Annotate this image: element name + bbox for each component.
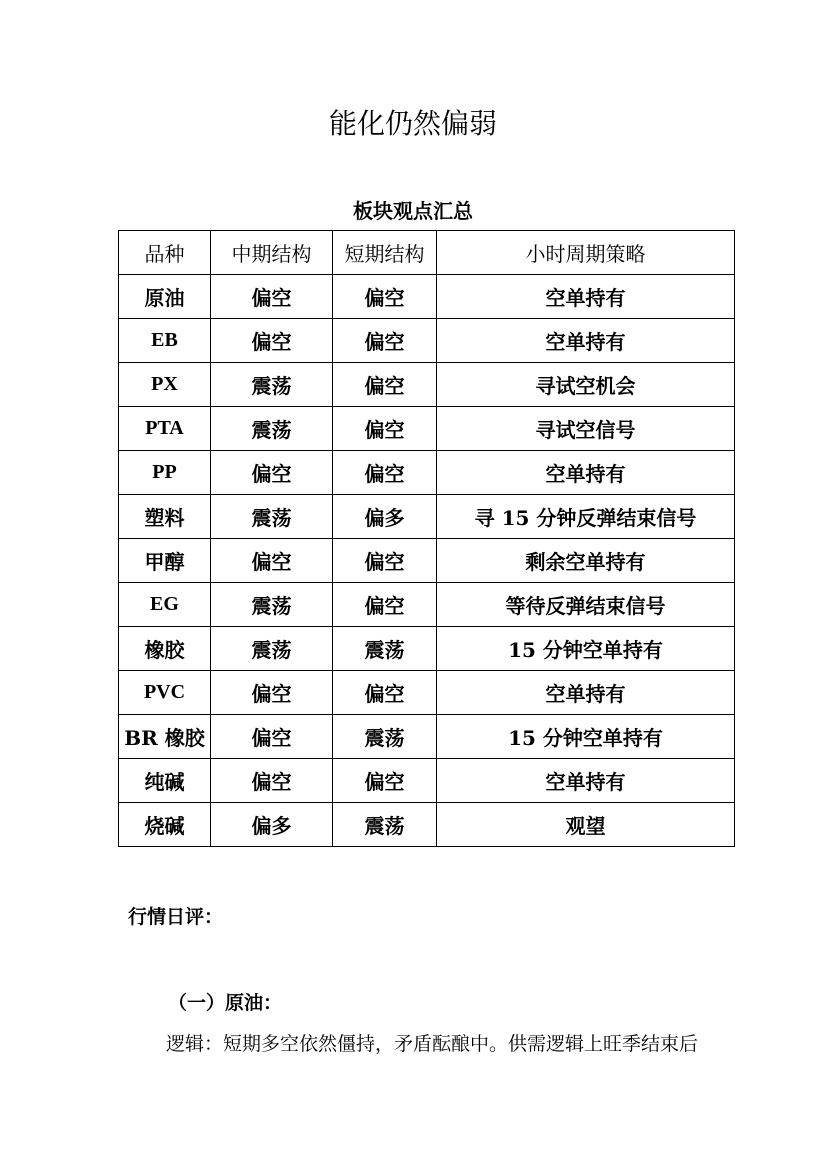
cell-mid-term: 偏空 [211, 275, 333, 319]
table-row [119, 275, 735, 319]
cell-strategy: 寻试空机会 [437, 363, 735, 407]
cell-strategy: 15 分钟空单持有 [437, 627, 735, 671]
cell-strategy: 空单持有 [437, 671, 735, 715]
cell-strategy: 空单持有 [437, 759, 735, 803]
cell-mid-term: 震荡 [211, 583, 333, 627]
table-row [119, 363, 735, 407]
cell-short-term: 偏空 [333, 275, 437, 319]
crude-oil-logic-paragraph: 逻辑：短期多空依然僵持，矛盾酝酿中。供需逻辑上旺季结束后 [166, 1033, 699, 1055]
cell-short-term: 震荡 [333, 715, 437, 759]
cell-mid-term: 偏空 [211, 319, 333, 363]
cell-strategy: 观望 [437, 803, 735, 847]
cell-variety: BR 橡胶 [119, 715, 211, 759]
cell-mid-term: 偏空 [211, 539, 333, 583]
cell-strategy: 空单持有 [437, 451, 735, 495]
table-row [119, 715, 735, 759]
crude-oil-section-heading: （一）原油： [168, 992, 283, 1014]
table-row [119, 539, 735, 583]
cell-strategy: 寻试空信号 [437, 407, 735, 451]
table-header-row [119, 231, 735, 275]
cell-mid-term: 偏空 [211, 451, 333, 495]
cell-short-term: 偏空 [333, 363, 437, 407]
cell-variety: PX [119, 363, 211, 407]
cell-variety: 原油 [119, 275, 211, 319]
table-row [119, 671, 735, 715]
cell-variety: PTA [119, 407, 211, 451]
table-row [119, 803, 735, 847]
table-row [119, 407, 735, 451]
cell-short-term: 偏空 [333, 407, 437, 451]
cell-short-term: 偏空 [333, 671, 437, 715]
table-row [119, 759, 735, 803]
cell-mid-term: 震荡 [211, 495, 333, 539]
cell-short-term: 偏空 [333, 319, 437, 363]
cell-variety: EB [119, 319, 211, 363]
cell-variety: 塑料 [119, 495, 211, 539]
cell-variety: 纯碱 [119, 759, 211, 803]
table-row [119, 451, 735, 495]
sector-view-table [118, 230, 735, 847]
cell-mid-term: 偏空 [211, 715, 333, 759]
cell-mid-term: 偏空 [211, 671, 333, 715]
cell-strategy: 寻 15 分钟反弹结束信号 [437, 495, 735, 539]
cell-short-term: 偏空 [333, 539, 437, 583]
cell-strategy: 空单持有 [437, 319, 735, 363]
cell-variety: 烧碱 [119, 803, 211, 847]
header-mid-term-structure: 中期结构 [211, 231, 333, 275]
cell-mid-term: 震荡 [211, 363, 333, 407]
cell-mid-term: 震荡 [211, 407, 333, 451]
cell-variety: PP [119, 451, 211, 495]
cell-strategy: 剩余空单持有 [437, 539, 735, 583]
cell-variety: PVC [119, 671, 211, 715]
cell-mid-term: 偏多 [211, 803, 333, 847]
market-commentary-heading: 行情日评： [128, 906, 224, 928]
cell-strategy: 15 分钟空单持有 [437, 715, 735, 759]
cell-short-term: 震荡 [333, 627, 437, 671]
table-row [119, 495, 735, 539]
page-title: 能化仍然偏弱 [328, 107, 497, 140]
table-row [119, 627, 735, 671]
table-row [119, 319, 735, 363]
cell-strategy: 等待反弹结束信号 [437, 583, 735, 627]
cell-variety: 甲醇 [119, 539, 211, 583]
table-row [119, 583, 735, 627]
cell-mid-term: 震荡 [211, 627, 333, 671]
cell-variety: 橡胶 [119, 627, 211, 671]
cell-short-term: 偏空 [333, 759, 437, 803]
cell-variety: EG [119, 583, 211, 627]
header-variety: 品种 [119, 231, 211, 275]
cell-short-term: 偏空 [333, 451, 437, 495]
header-short-term-structure: 短期结构 [333, 231, 437, 275]
table-caption: 板块观点汇总 [353, 199, 473, 223]
cell-short-term: 偏多 [333, 495, 437, 539]
cell-short-term: 震荡 [333, 803, 437, 847]
cell-strategy: 空单持有 [437, 275, 735, 319]
cell-mid-term: 偏空 [211, 759, 333, 803]
cell-short-term: 偏空 [333, 583, 437, 627]
header-hourly-strategy: 小时周期策略 [437, 231, 735, 275]
